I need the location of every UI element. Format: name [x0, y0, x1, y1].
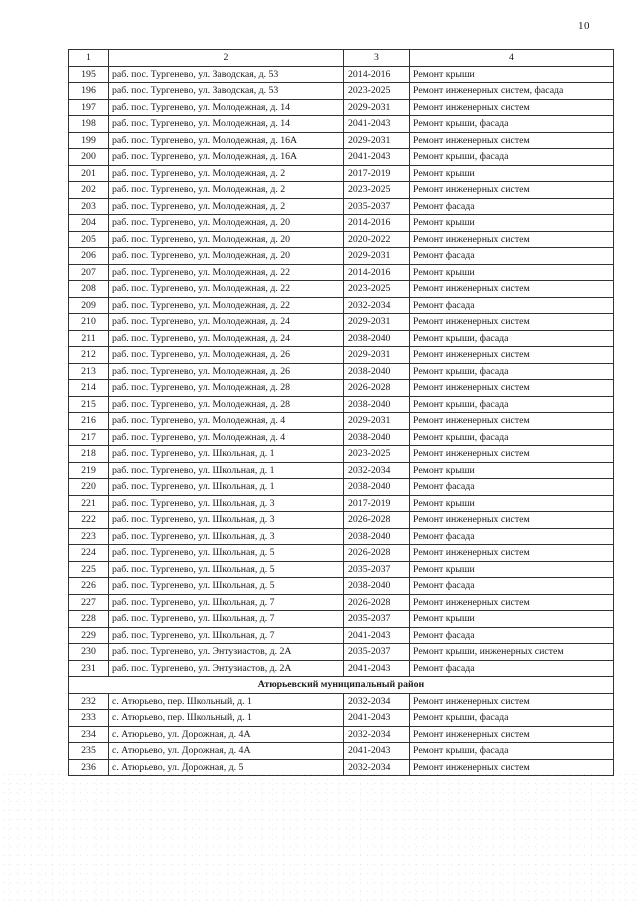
column-header: 2 — [109, 50, 344, 67]
address-cell: раб. пос. Тургенево, ул. Школьная, д. 3 — [109, 495, 344, 512]
period-cell: 2041-2043 — [344, 627, 410, 644]
work-type-cell: Ремонт инженерных систем — [410, 182, 614, 199]
period-cell: 2026-2028 — [344, 512, 410, 529]
row-number-cell: 212 — [69, 347, 109, 364]
row-number-cell: 228 — [69, 611, 109, 628]
period-cell: 2041-2043 — [344, 660, 410, 677]
row-number-cell: 198 — [69, 116, 109, 133]
table-row — [69, 396, 614, 413]
row-number-cell: 225 — [69, 561, 109, 578]
address-cell: раб. пос. Тургенево, ул. Школьная, д. 5 — [109, 561, 344, 578]
column-header: 4 — [410, 50, 614, 67]
period-cell: 2029-2031 — [344, 314, 410, 331]
row-number-cell: 223 — [69, 528, 109, 545]
address-cell: раб. пос. Тургенево, ул. Молодежная, д. 20 — [109, 248, 344, 265]
address-cell: раб. пос. Тургенево, ул. Молодежная, д. 2 — [109, 182, 344, 199]
work-type-cell: Ремонт фасада — [410, 248, 614, 265]
work-type-cell: Ремонт инженерных систем — [410, 413, 614, 430]
period-cell: 2026-2028 — [344, 545, 410, 562]
table-body — [69, 50, 614, 776]
work-type-cell: Ремонт крыши, фасада — [410, 149, 614, 166]
row-number-cell: 209 — [69, 297, 109, 314]
table-row — [69, 413, 614, 430]
row-number-cell: 229 — [69, 627, 109, 644]
table-row — [69, 545, 614, 562]
address-cell: раб. пос. Тургенево, ул. Энтузиастов, д. 2А — [109, 660, 344, 677]
table-row — [69, 578, 614, 595]
table-row — [69, 347, 614, 364]
period-cell: 2026-2028 — [344, 380, 410, 397]
table-row — [69, 710, 614, 727]
row-number-cell: 205 — [69, 231, 109, 248]
address-cell: раб. пос. Тургенево, ул. Заводская, д. 53 — [109, 83, 344, 100]
address-cell: раб. пос. Тургенево, ул. Молодежная, д. 24 — [109, 330, 344, 347]
period-cell: 2038-2040 — [344, 396, 410, 413]
work-type-cell: Ремонт инженерных систем — [410, 594, 614, 611]
row-number-cell: 203 — [69, 198, 109, 215]
table-row — [69, 594, 614, 611]
work-type-cell: Ремонт крыши, фасада — [410, 710, 614, 727]
column-header: 1 — [69, 50, 109, 67]
address-cell: с. Атюрьево, ул. Дорожная, д. 4А — [109, 726, 344, 743]
row-number-cell: 235 — [69, 743, 109, 760]
work-type-cell: Ремонт крыши — [410, 495, 614, 512]
work-type-cell: Ремонт инженерных систем — [410, 693, 614, 710]
row-number-cell: 195 — [69, 66, 109, 83]
row-number-cell: 232 — [69, 693, 109, 710]
row-number-cell: 215 — [69, 396, 109, 413]
work-type-cell: Ремонт инженерных систем — [410, 545, 614, 562]
address-cell: раб. пос. Тургенево, ул. Школьная, д. 3 — [109, 512, 344, 529]
table-row — [69, 182, 614, 199]
table-row — [69, 215, 614, 232]
period-cell: 2032-2034 — [344, 759, 410, 776]
table-row — [69, 528, 614, 545]
table-row — [69, 495, 614, 512]
address-cell: раб. пос. Тургенево, ул. Молодежная, д. 2 — [109, 165, 344, 182]
period-cell: 2035-2037 — [344, 561, 410, 578]
period-cell: 2035-2037 — [344, 644, 410, 661]
table-row — [69, 429, 614, 446]
period-cell: 2014-2016 — [344, 215, 410, 232]
address-cell: раб. пос. Тургенево, ул. Школьная, д. 7 — [109, 627, 344, 644]
address-cell: раб. пос. Тургенево, ул. Школьная, д. 7 — [109, 594, 344, 611]
period-cell: 2041-2043 — [344, 149, 410, 166]
work-type-cell: Ремонт крыши — [410, 215, 614, 232]
work-type-cell: Ремонт фасада — [410, 578, 614, 595]
address-cell: раб. пос. Тургенево, ул. Молодежная, д. 24 — [109, 314, 344, 331]
period-cell: 2038-2040 — [344, 528, 410, 545]
row-number-cell: 224 — [69, 545, 109, 562]
section-row — [69, 677, 614, 694]
row-number-cell: 230 — [69, 644, 109, 661]
address-cell: раб. пос. Тургенево, ул. Энтузиастов, д. 2А — [109, 644, 344, 661]
period-cell: 2032-2034 — [344, 726, 410, 743]
table-row — [69, 693, 614, 710]
address-cell: раб. пос. Тургенево, ул. Молодежная, д. 28 — [109, 396, 344, 413]
period-cell: 2029-2031 — [344, 413, 410, 430]
period-cell: 2029-2031 — [344, 99, 410, 116]
row-number-cell: 226 — [69, 578, 109, 595]
row-number-cell: 220 — [69, 479, 109, 496]
row-number-cell: 236 — [69, 759, 109, 776]
row-number-cell: 234 — [69, 726, 109, 743]
row-number-cell: 219 — [69, 462, 109, 479]
table-row — [69, 743, 614, 760]
table-row — [69, 99, 614, 116]
row-number-cell: 218 — [69, 446, 109, 463]
row-number-cell: 197 — [69, 99, 109, 116]
period-cell: 2038-2040 — [344, 429, 410, 446]
address-cell: раб. пос. Тургенево, ул. Молодежная, д. 22 — [109, 264, 344, 281]
row-number-cell: 204 — [69, 215, 109, 232]
address-cell: с. Атюрьево, пер. Школьный, д. 1 — [109, 710, 344, 727]
address-cell: с. Атюрьево, ул. Дорожная, д. 5 — [109, 759, 344, 776]
work-type-cell: Ремонт крыши — [410, 264, 614, 281]
table-row — [69, 132, 614, 149]
period-cell: 2023-2025 — [344, 182, 410, 199]
work-type-cell: Ремонт крыши — [410, 66, 614, 83]
row-number-cell: 200 — [69, 149, 109, 166]
address-cell: раб. пос. Тургенево, ул. Школьная, д. 5 — [109, 578, 344, 595]
address-cell: раб. пос. Тургенево, ул. Молодежная, д. 20 — [109, 215, 344, 232]
period-cell: 2035-2037 — [344, 611, 410, 628]
column-header: 3 — [344, 50, 410, 67]
work-type-cell: Ремонт инженерных систем — [410, 99, 614, 116]
row-number-cell: 201 — [69, 165, 109, 182]
period-cell: 2038-2040 — [344, 363, 410, 380]
work-type-cell: Ремонт крыши, фасада — [410, 363, 614, 380]
period-cell: 2035-2037 — [344, 198, 410, 215]
table-row — [69, 264, 614, 281]
period-cell: 2026-2028 — [344, 594, 410, 611]
row-number-cell: 227 — [69, 594, 109, 611]
work-type-cell: Ремонт инженерных систем — [410, 347, 614, 364]
row-number-cell: 221 — [69, 495, 109, 512]
work-type-cell: Ремонт инженерных систем — [410, 726, 614, 743]
period-cell: 2029-2031 — [344, 132, 410, 149]
row-number-cell: 216 — [69, 413, 109, 430]
period-cell: 2032-2034 — [344, 297, 410, 314]
work-type-cell: Ремонт инженерных систем — [410, 759, 614, 776]
table-row — [69, 297, 614, 314]
address-cell: раб. пос. Тургенево, ул. Молодежная, д. 4 — [109, 413, 344, 430]
address-cell: раб. пос. Тургенево, ул. Молодежная, д. 28 — [109, 380, 344, 397]
period-cell: 2032-2034 — [344, 462, 410, 479]
table-row — [69, 83, 614, 100]
period-cell: 2023-2025 — [344, 281, 410, 298]
table-row — [69, 116, 614, 133]
row-number-cell: 222 — [69, 512, 109, 529]
work-type-cell: Ремонт фасада — [410, 627, 614, 644]
period-cell: 2032-2034 — [344, 693, 410, 710]
work-type-cell: Ремонт крыши, инженерных систем — [410, 644, 614, 661]
work-type-cell: Ремонт крыши — [410, 462, 614, 479]
work-type-cell: Ремонт инженерных систем — [410, 512, 614, 529]
table-row — [69, 561, 614, 578]
repair-schedule-table — [68, 49, 614, 776]
work-type-cell: Ремонт крыши, фасада — [410, 743, 614, 760]
table-row — [69, 726, 614, 743]
table-row — [69, 446, 614, 463]
period-cell: 2023-2025 — [344, 446, 410, 463]
table-row — [69, 165, 614, 182]
work-type-cell: Ремонт инженерных систем — [410, 380, 614, 397]
row-number-cell: 211 — [69, 330, 109, 347]
address-cell: раб. пос. Тургенево, ул. Молодежная, д. 4 — [109, 429, 344, 446]
page-number: 10 — [578, 20, 590, 32]
table-row — [69, 198, 614, 215]
work-type-cell: Ремонт фасада — [410, 297, 614, 314]
period-cell: 2038-2040 — [344, 578, 410, 595]
address-cell: раб. пос. Тургенево, ул. Молодежная, д. 22 — [109, 281, 344, 298]
work-type-cell: Ремонт инженерных систем — [410, 446, 614, 463]
work-type-cell: Ремонт фасада — [410, 198, 614, 215]
address-cell: раб. пос. Тургенево, ул. Молодежная, д. 26 — [109, 363, 344, 380]
table-row — [69, 231, 614, 248]
period-cell: 2017-2019 — [344, 495, 410, 512]
row-number-cell: 202 — [69, 182, 109, 199]
table-row — [69, 66, 614, 83]
period-cell: 2023-2025 — [344, 83, 410, 100]
address-cell: раб. пос. Тургенево, ул. Молодежная, д. 2 — [109, 198, 344, 215]
row-number-cell: 217 — [69, 429, 109, 446]
table-row — [69, 363, 614, 380]
table-row — [69, 462, 614, 479]
work-type-cell: Ремонт крыши — [410, 611, 614, 628]
work-type-cell: Ремонт крыши, фасада — [410, 116, 614, 133]
work-type-cell: Ремонт крыши — [410, 165, 614, 182]
scan-noise — [0, 770, 639, 905]
period-cell: 2029-2031 — [344, 248, 410, 265]
table-row — [69, 479, 614, 496]
period-cell: 2029-2031 — [344, 347, 410, 364]
table-row — [69, 314, 614, 331]
row-number-cell: 199 — [69, 132, 109, 149]
row-number-cell: 213 — [69, 363, 109, 380]
period-cell: 2014-2016 — [344, 66, 410, 83]
address-cell: раб. пос. Тургенево, ул. Школьная, д. 3 — [109, 528, 344, 545]
row-number-cell: 208 — [69, 281, 109, 298]
work-type-cell: Ремонт инженерных систем — [410, 231, 614, 248]
row-number-cell: 210 — [69, 314, 109, 331]
work-type-cell: Ремонт крыши — [410, 561, 614, 578]
work-type-cell: Ремонт фасада — [410, 528, 614, 545]
work-type-cell: Ремонт инженерных систем — [410, 281, 614, 298]
table-row — [69, 330, 614, 347]
address-cell: раб. пос. Тургенево, ул. Школьная, д. 1 — [109, 462, 344, 479]
table-row — [69, 281, 614, 298]
address-cell: раб. пос. Тургенево, ул. Заводская, д. 53 — [109, 66, 344, 83]
period-cell: 2041-2043 — [344, 710, 410, 727]
work-type-cell: Ремонт фасада — [410, 660, 614, 677]
table-row — [69, 380, 614, 397]
address-cell: раб. пос. Тургенево, ул. Молодежная, д. 14 — [109, 116, 344, 133]
address-cell: раб. пос. Тургенево, ул. Молодежная, д. 16А — [109, 132, 344, 149]
address-cell: раб. пос. Тургенево, ул. Молодежная, д. 22 — [109, 297, 344, 314]
work-type-cell: Ремонт инженерных систем, фасада — [410, 83, 614, 100]
table-row — [69, 627, 614, 644]
table-row — [69, 248, 614, 265]
address-cell: раб. пос. Тургенево, ул. Молодежная, д. 26 — [109, 347, 344, 364]
address-cell: с. Атюрьево, пер. Школьный, д. 1 — [109, 693, 344, 710]
table-row — [69, 512, 614, 529]
table-row — [69, 644, 614, 661]
work-type-cell: Ремонт крыши, фасада — [410, 330, 614, 347]
table-row — [69, 660, 614, 677]
table-row — [69, 611, 614, 628]
address-cell: раб. пос. Тургенево, ул. Школьная, д. 1 — [109, 479, 344, 496]
section-title: Атюрьевский муниципальный район — [69, 677, 614, 694]
work-type-cell: Ремонт инженерных систем — [410, 132, 614, 149]
address-cell: раб. пос. Тургенево, ул. Молодежная, д. 14 — [109, 99, 344, 116]
work-type-cell: Ремонт инженерных систем — [410, 314, 614, 331]
table-row — [69, 149, 614, 166]
period-cell: 2014-2016 — [344, 264, 410, 281]
address-cell: раб. пос. Тургенево, ул. Школьная, д. 7 — [109, 611, 344, 628]
period-cell: 2017-2019 — [344, 165, 410, 182]
table-header-row — [69, 50, 614, 67]
work-type-cell: Ремонт крыши, фасада — [410, 396, 614, 413]
work-type-cell: Ремонт фасада — [410, 479, 614, 496]
row-number-cell: 214 — [69, 380, 109, 397]
row-number-cell: 206 — [69, 248, 109, 265]
address-cell: с. Атюрьево, ул. Дорожная, д. 4А — [109, 743, 344, 760]
period-cell: 2041-2043 — [344, 116, 410, 133]
address-cell: раб. пос. Тургенево, ул. Молодежная, д. 16А — [109, 149, 344, 166]
row-number-cell: 196 — [69, 83, 109, 100]
work-type-cell: Ремонт крыши, фасада — [410, 429, 614, 446]
period-cell: 2038-2040 — [344, 330, 410, 347]
address-cell: раб. пос. Тургенево, ул. Школьная, д. 1 — [109, 446, 344, 463]
period-cell: 2038-2040 — [344, 479, 410, 496]
period-cell: 2020-2022 — [344, 231, 410, 248]
row-number-cell: 233 — [69, 710, 109, 727]
row-number-cell: 231 — [69, 660, 109, 677]
address-cell: раб. пос. Тургенево, ул. Школьная, д. 5 — [109, 545, 344, 562]
period-cell: 2041-2043 — [344, 743, 410, 760]
address-cell: раб. пос. Тургенево, ул. Молодежная, д. 20 — [109, 231, 344, 248]
row-number-cell: 207 — [69, 264, 109, 281]
